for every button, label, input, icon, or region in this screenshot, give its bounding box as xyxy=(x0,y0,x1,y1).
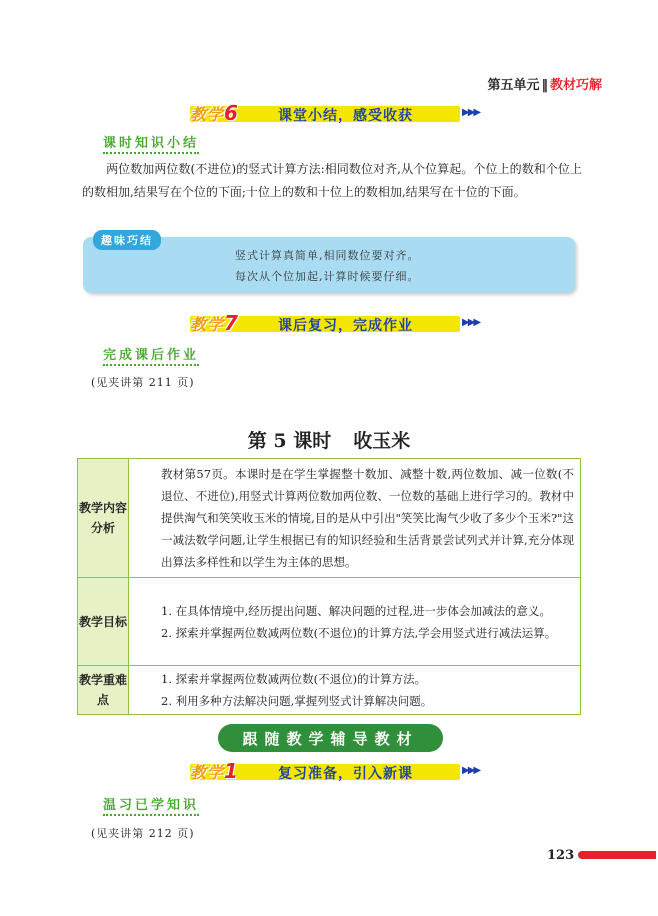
table-row xyxy=(78,666,581,715)
row-content xyxy=(129,459,581,578)
page-number: 123 xyxy=(547,848,575,863)
row-content xyxy=(129,578,581,666)
tip-label: 趣味巧结 xyxy=(93,230,161,250)
row-paragraph: 1. 探索并掌握两位数减两位数(不退位)的计算方法。 xyxy=(161,672,427,686)
unit-label: 第五单元 xyxy=(487,78,540,93)
section6-banner xyxy=(190,103,486,125)
tip-box xyxy=(83,234,575,293)
tip-line-1: 竖式计算真简单,相同数位要对齐。 xyxy=(235,249,420,262)
badge-word: 教学 xyxy=(190,763,225,782)
lesson-name: 收玉米 xyxy=(353,430,411,452)
section1-badge xyxy=(190,759,239,783)
arrows-icon: ▶▶▶ xyxy=(462,317,480,328)
row-label xyxy=(78,578,129,666)
badge-word: 教学 xyxy=(190,105,225,124)
row-paragraph: 1. 在具体情境中,经历提出问题、解决问题的过程,进一步体会加减法的意义。 xyxy=(161,603,551,618)
badge-number: 6 xyxy=(224,101,239,125)
summary-paragraph xyxy=(82,158,582,204)
header-separator: ‖ xyxy=(541,78,548,93)
table-row xyxy=(78,578,581,666)
badge-number: 7 xyxy=(224,311,239,335)
row-label xyxy=(78,666,129,715)
arrows-icon: ▶▶▶ xyxy=(462,107,480,118)
follow-textbook-banner xyxy=(218,724,443,752)
row-label-text: 教学内容分析 xyxy=(78,501,127,535)
page-header xyxy=(487,74,602,93)
table-row xyxy=(78,459,581,578)
section1-banner xyxy=(190,761,486,783)
book-section-name: 教材巧解 xyxy=(549,78,602,93)
row-label xyxy=(78,459,129,578)
section6-subhead: 课时知识小结 xyxy=(103,132,199,154)
badge-number: 1 xyxy=(224,759,239,783)
section7-banner xyxy=(190,313,486,335)
lesson-info-table xyxy=(77,458,581,715)
section7-note: (见夹讲第 211 页) xyxy=(91,376,195,389)
row-label-text: 教学目标 xyxy=(78,614,127,629)
section6-title: 课堂小结，感受收获 xyxy=(278,108,413,124)
lesson-number: 第 5 课时 xyxy=(247,430,332,452)
section1-title: 复习准备，引入新课 xyxy=(278,766,413,782)
badge-word: 教学 xyxy=(190,315,225,334)
section7-title: 课后复习，完成作业 xyxy=(278,318,413,334)
tip-line-2: 每次从个位加起,计算时候要仔细。 xyxy=(235,270,420,283)
section1-note: (见夹讲第 212 页) xyxy=(91,827,195,840)
follow-banner-text: 跟随教学辅导教材 xyxy=(242,730,419,748)
row-paragraph: 教材第57页。本课时是在学生掌握整十数加、减整十数,两位数加、减一位数(不退位、不进位),用竖式计算两位数加两位数、一位数的基础上进行学习的。教材中提供淘气和笑笑收玉米的情境,目的是从中引出"笑笑比淘气少收了多少个玉米?"这一减法数学问题,让学生根据已有的知识经验和生活背景尝试列式并计算,充分体现出算法多样性和以学生为主体的思想。 xyxy=(161,467,574,569)
summary-text: 两位数加两位数(不进位)的竖式计算方法:相同数位对齐,从个位算起。个位上的数和个位上的数相加,结果写在个位的下面;十位上的数和十位上的数相加,结果写在十位的下面。 xyxy=(82,162,582,199)
lesson-title xyxy=(0,426,658,453)
arrows-icon: ▶▶▶ xyxy=(462,765,480,776)
row-paragraph: 2. 探索并掌握两位数减两位数(不退位)的计算方法,学会用竖式进行减法运算。 xyxy=(161,625,557,640)
section7-badge xyxy=(190,311,239,335)
page-number-bar xyxy=(578,851,656,859)
section1-subhead: 温习已学知识 xyxy=(103,794,199,816)
row-label-text: 教学重难点 xyxy=(78,673,127,707)
section6-badge xyxy=(190,101,239,125)
row-paragraph: 2. 利用多种方法解决问题,掌握列竖式计算解决问题。 xyxy=(161,694,433,708)
row-content xyxy=(129,666,581,715)
section7-subhead: 完成课后作业 xyxy=(103,344,199,366)
